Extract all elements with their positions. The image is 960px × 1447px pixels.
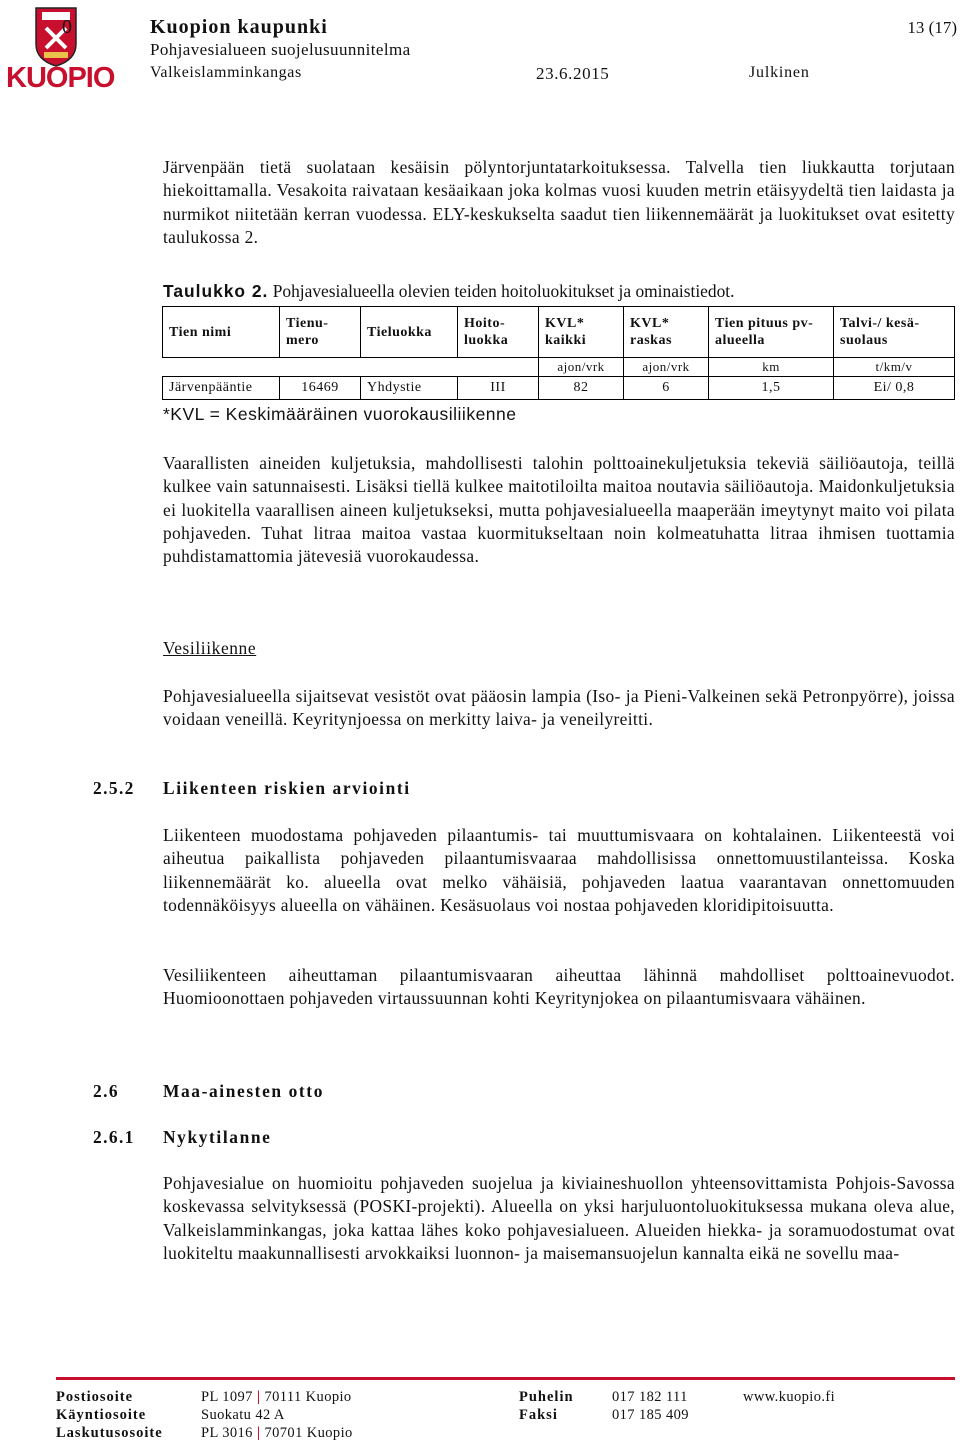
unit-salting: t/km/v bbox=[834, 358, 955, 377]
road-classification-table bbox=[162, 306, 955, 400]
hazardous-transport-paragraph: Vaarallisten aineiden kuljetuksia, mahdollisesti talohin polttoainekuljetuksia tekeviä säiliöautoja, teillä kulkee vain satunnaisesti. Lisäksi tiellä kulkee maitotiloilta maitoa noutavia säiliöautoja. Maidonkuljetuksia ei luokitella vaarallisen aineen kuljetukseksi, mutta pohjavesialueella maaperään imeytynyt maito voi pilata pohjaveden. Tuhat litraa maitoa vastaa kuormitukseltaan noin kolmeatuhatta litraa ihmisen tuottamia puhdistamattomia jätevesiä vuorokaudessa. bbox=[163, 453, 955, 567]
section-252-number: 2.5.2 bbox=[93, 778, 135, 798]
phone-label: Puhelin bbox=[519, 1389, 574, 1405]
table-caption bbox=[163, 281, 734, 302]
section-261-number: 2.6.1 bbox=[93, 1127, 135, 1147]
risk-paragraph-2: Vesiliikenteen aiheuttaman pilaantumisvaaran aiheuttaa lähinnä mahdolliset polttoainevuodot. Huomioonottaen pohjaveden virtaussuunnan kohti Keyritynjokea on pilaantumisvaara vähäinen. bbox=[163, 965, 955, 1009]
postal-code: 70111 Kuopio bbox=[264, 1389, 352, 1405]
footer-phone-label bbox=[519, 1389, 574, 1406]
cell-salting: Ei/ 0,8 bbox=[834, 377, 955, 400]
footer-website-link[interactable]: www.kuopio.fi bbox=[743, 1389, 836, 1405]
header-classification: Julkinen bbox=[749, 64, 810, 81]
intro-paragraph: Järvenpään tietä suolataan kesäisin pölyntorjuntatarkoituksessa. Talvella tien liukkautta torjutaan hiekoittamalla. Vesakoita raivataan kesäaikaan joka kolmas vuosi kuuden metrin etäisyydeltä tien laidasta ja nurmikot niitetään kerran vuodessa. ELY-keskukselta saadut tien liikennemäärät ja luokitukset ovat esitetty taulukossa 2. bbox=[163, 157, 955, 247]
col-header-kvl-heavy: KVL* raskas bbox=[624, 307, 709, 358]
page-number: 13 (17) bbox=[907, 18, 957, 37]
col-header-road-length: Tien pituus pv-alueella bbox=[709, 307, 834, 358]
cell-kvl-all: 82 bbox=[539, 377, 624, 400]
billing-code: 70701 Kuopio bbox=[264, 1425, 353, 1441]
col-header-kvl-all: KVL* kaikki bbox=[539, 307, 624, 358]
logo-wordmark: KUOPIO bbox=[6, 62, 115, 94]
subheading-water-traffic: Vesiliikenne bbox=[163, 638, 257, 658]
postal-box: PL 1097 bbox=[201, 1389, 253, 1405]
unit-kvl-heavy: ajon/vrk bbox=[624, 358, 709, 377]
table-footnote: *KVL = Keskimääräinen vuorokausiliikenne bbox=[163, 404, 517, 424]
section-252-title: Liikenteen riskien arviointi bbox=[163, 778, 411, 798]
separator-bar: | bbox=[256, 1425, 261, 1441]
footer-postal-value bbox=[201, 1389, 352, 1406]
water-traffic-paragraph: Pohjavesialueella sijaitsevat vesistöt ovat pääosin lampia (Iso- ja Pieni-Valkeinen sekä Petronpyörre), joissa voidaan veneillä. Keyritynjoessa on merkitty laiva- ja veneilyreitti. bbox=[163, 686, 955, 730]
billing-label: Laskutusosoite bbox=[56, 1425, 163, 1441]
cell-road-name: Järvenpääntie bbox=[163, 377, 280, 400]
footer-visit-value: Suokatu 42 A bbox=[201, 1407, 285, 1423]
kuopio-logo bbox=[6, 4, 115, 96]
footer-fax-label bbox=[519, 1407, 558, 1424]
unit-length: km bbox=[709, 358, 834, 377]
risk-paragraph-1: Liikenteen muodostama pohjaveden pilaantumis- tai muuttumisvaara on kohtalainen. Liikenteestä voi aiheutua paikallista pohjaveden pilaantumisvaaraa mahdollisissa onnettomuustilanteissa. Koska liikennemäärät ko. alueella ovat melko vähäisiä, pohjaveden laatua vaarantavan onnettomuuden todennäköisyys alueella on vähäinen. Kesäsuolaus voi nostaa pohjaveden kloridipitoisuutta. bbox=[163, 825, 955, 915]
section-26-title: Maa-ainesten otto bbox=[163, 1081, 324, 1101]
section-261-title: Nykytilanne bbox=[163, 1127, 272, 1147]
header-document-title: Pohjavesialueen suojelusuunnitelma bbox=[150, 40, 411, 59]
table-units-row bbox=[163, 358, 955, 377]
postal-label: Postiosoite bbox=[56, 1389, 134, 1405]
col-header-road-number: Tienu-mero bbox=[280, 307, 361, 358]
cell-road-class: Yhdystie bbox=[361, 377, 458, 400]
table-caption-text: Pohjavesialueella olevien teiden hoitoluokitukset ja ominaistiedot. bbox=[272, 281, 735, 301]
cell-kvl-heavy: 6 bbox=[624, 377, 709, 400]
cell-maintenance-class: III bbox=[458, 377, 539, 400]
units-spacer bbox=[163, 358, 539, 377]
col-header-road-class: Tieluokka bbox=[361, 307, 458, 358]
footer-postal-label bbox=[56, 1389, 133, 1406]
col-header-road-name: Tien nimi bbox=[163, 307, 280, 358]
header-stray-digit: 0 bbox=[62, 16, 72, 38]
table-header-row bbox=[163, 307, 955, 358]
current-situation-paragraph: Pohjavesialue on huomioitu pohjaveden suojelua ja kiviaineshuollon yhteensovittamista Pohjois-Savossa koskevassa selvityksessä (POSKI-projekti). Alueella on yksi harjuluontoluokituksessa mukana oleva alue, Valkeislamminkangas, joka kattaa lähes koko pohjavesialueen. Alueiden hiekka- ja soramuodostumat ovat luokiteltu maakunnallisesti arvokkaiksi luonnon- ja maisemansuojelun kannalta eikä ne sovellu maa- bbox=[163, 1173, 955, 1263]
footer-divider bbox=[56, 1377, 955, 1380]
unit-kvl-all: ajon/vrk bbox=[539, 358, 624, 377]
cell-road-number: 16469 bbox=[280, 377, 361, 400]
table-caption-label: Taulukko 2. bbox=[163, 281, 269, 301]
footer-billing-label bbox=[56, 1425, 163, 1442]
visit-label: Käyntiosoite bbox=[56, 1407, 147, 1423]
cell-road-length: 1,5 bbox=[709, 377, 834, 400]
header-date: 23.6.2015 bbox=[536, 64, 610, 83]
col-header-salting: Talvi-/ kesä-suolaus bbox=[834, 307, 955, 358]
col-header-maintenance-class: Hoito-luokka bbox=[458, 307, 539, 358]
footer-visit-label bbox=[56, 1407, 146, 1424]
footer-billing-value bbox=[201, 1425, 353, 1442]
header-city: Kuopion kaupunki bbox=[150, 16, 328, 38]
billing-box: PL 3016 bbox=[201, 1425, 253, 1441]
separator-bar: | bbox=[256, 1389, 261, 1405]
footer-phone-value: 017 182 111 bbox=[612, 1389, 688, 1405]
section-26-number: 2.6 bbox=[93, 1081, 119, 1101]
header-area-name: Valkeislamminkangas bbox=[150, 64, 302, 81]
fax-label: Faksi bbox=[519, 1407, 558, 1423]
table-row bbox=[163, 377, 955, 400]
footer-fax-value: 017 185 409 bbox=[612, 1407, 689, 1423]
